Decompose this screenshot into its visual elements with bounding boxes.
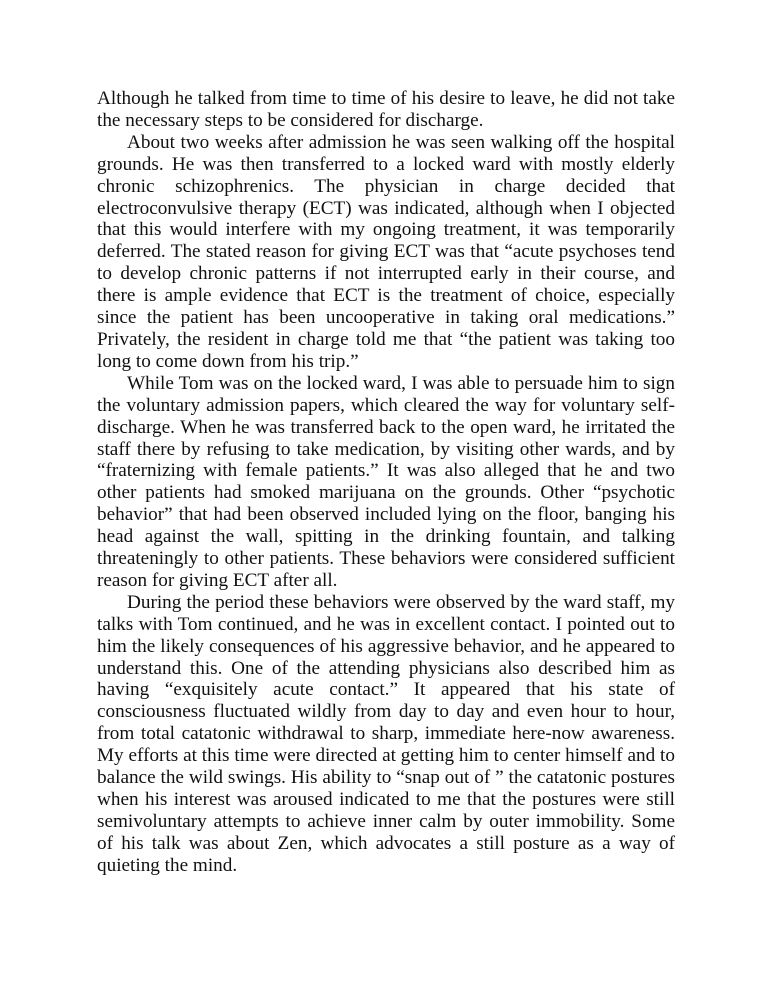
paragraph-talks-with-tom: During the period these behaviors were observed by the ward staff, my talks with Tom continued, and he was in excellent contact. I pointed out to him the likely consequences of his aggressive behavior, and he appeared to understand this. One of the attending physicians also described him as having “exquisitely acute contact.” It appeared that his state of consciousness fluctuated wildly from day to day and even hour to hour, from total catatonic withdrawal to sharp, immediate here-now awareness. My efforts at this time were directed at getting him to center himself and to balance the wild swings. His ability to “snap out of ” the catatonic postures when his interest was aroused indicated to me that the postures were still semivoluntary attempts to achieve inner calm by outer immobility. Some of his talk was about Zen, which advocates a still posture as a way of quieting the mind. bbox=[97, 591, 675, 876]
paragraph-locked-ward: While Tom was on the locked ward, I was able to persuade him to sign the voluntary admission papers, which cleared the way for voluntary self-discharge. When he was transferred back to the open ward, he irritated the staff there by refusing to take medication, by visiting other wards, and by “fraternizing with female patients.” It was also alleged that he and two other patients had smoked marijuana on the grounds. Other “psychotic behavior” that had been observed included lying on the floor, banging his head against the wall, spitting in the drinking fountain, and talking threateningly to other patients. These behaviors were considered sufficient reason for giving ECT after all. bbox=[97, 372, 675, 591]
paragraph-ect-transfer: About two weeks after admission he was seen walking off the hospital grounds. He was then transferred to a locked ward with mostly elderly chronic schizophrenics. The physician in charge decided that electroconvulsive therapy (ECT) was indicated, although when I objected that this would interfere with my ongoing treatment, it was temporarily deferred. The stated reason for giving ECT was that “acute psychoses tend to develop chronic patterns if not interrupted early in their course, and there is ample evidence that ECT is the treatment of choice, especially since the patient has been uncooperative in taking oral medications.” Privately, the resident in charge told me that “the patient was taking too long to come down from his trip.” bbox=[97, 131, 675, 372]
page-body bbox=[97, 88, 675, 877]
paragraph-continuation: Although he talked from time to time of his desire to leave, he did not take the necessary steps to be considered for discharge. bbox=[97, 88, 675, 131]
